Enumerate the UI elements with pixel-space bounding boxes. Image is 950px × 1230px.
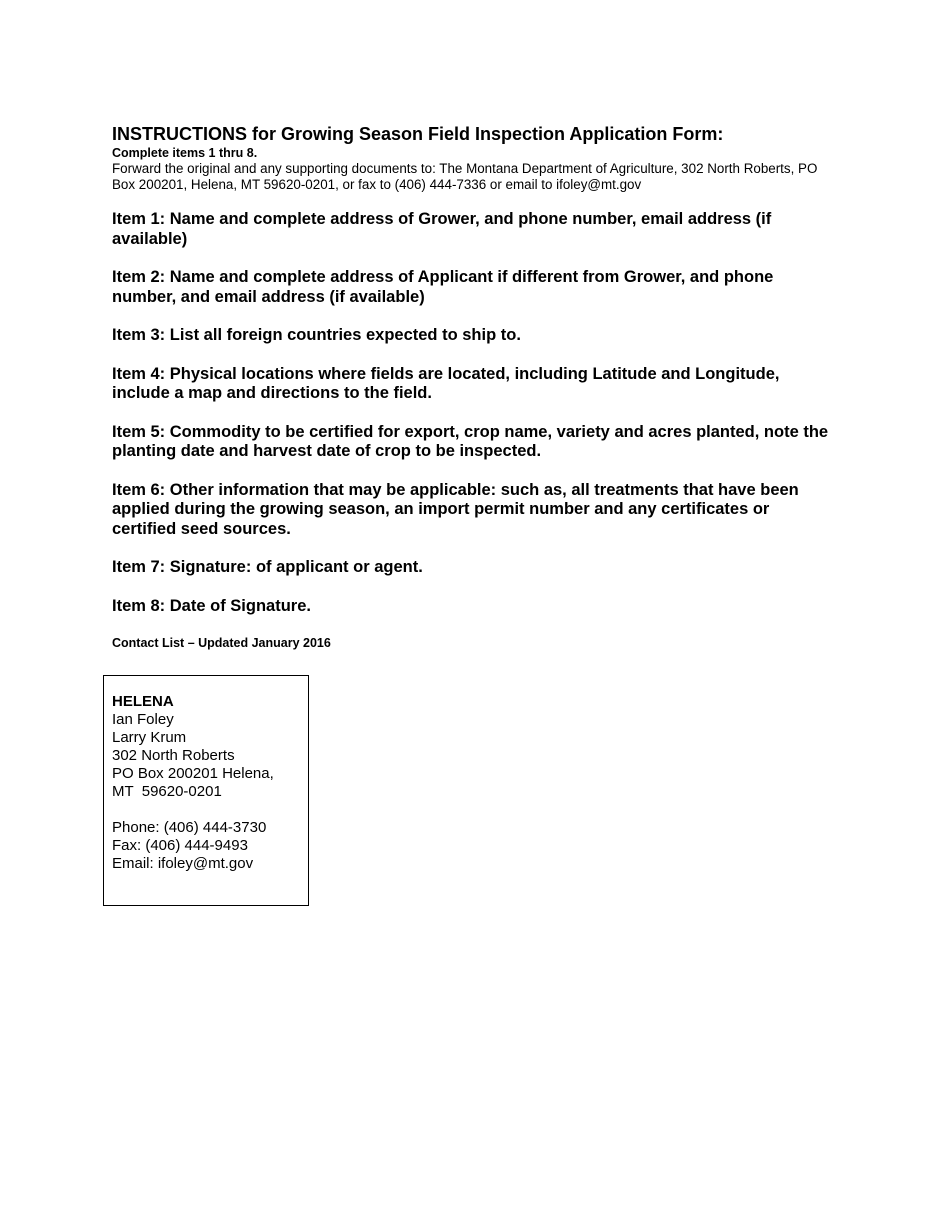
contact-city: HELENA — [112, 693, 174, 710]
contact-address-line: MT 59620-0201 — [112, 783, 222, 800]
contact-card-helena — [103, 675, 309, 906]
forward-instructions: Forward the original and any supporting documents to: The Montana Department of Agriculture, 302 North Roberts, PO Box 200201, Helena, MT 59620-0201, or fax to (406) 444-7336 or email to ifoley@mt.gov — [112, 161, 818, 192]
contact-address-line: PO Box 200201 Helena, — [112, 765, 274, 782]
contact-spacer — [112, 801, 308, 819]
contact-email: Email: ifoley@mt.gov — [112, 855, 254, 872]
contact-name: Ian Foley — [112, 711, 174, 728]
contact-fax: Fax: (406) 444-9493 — [112, 837, 248, 854]
contact-name: Larry Krum — [112, 729, 187, 746]
item-6: Item 6: Other information that may be applicable: such as, all treatments that have been applied during the growing season, an import permit number and any certificates or certified seed sources. — [112, 480, 799, 538]
item-7: Item 7: Signature: of applicant or agent. — [112, 558, 423, 576]
item-8: Item 8: Date of Signature. — [112, 596, 311, 615]
item-list — [112, 210, 832, 616]
instructions-section — [112, 124, 832, 651]
item-4: Item 4: Physical locations where fields are located, including Latitude and Longitude, include a map and directions to the field. — [112, 364, 780, 402]
item-5: Item 5: Commodity to be certified for export, crop name, variety and acres planted, note the planting date and harvest date of crop to be inspected. — [112, 422, 829, 460]
item-3: Item 3: List all foreign countries expected to ship to. — [112, 326, 521, 344]
page-title: INSTRUCTIONS for Growing Season Field Inspection Application Form: — [112, 124, 724, 144]
contact-address-line: 302 North Roberts — [112, 747, 235, 764]
item-1: Item 1: Name and complete address of Grower, and phone number, email address (if available) — [112, 210, 772, 248]
contact-list-heading: Contact List – Updated January 2016 — [112, 636, 331, 650]
contact-phone: Phone: (406) 444-3730 — [112, 819, 267, 836]
item-2: Item 2: Name and complete address of Applicant if different from Grower, and phone number, and email address (if available) — [112, 268, 774, 306]
instructions-subtitle: Complete items 1 thru 8. — [112, 146, 258, 160]
